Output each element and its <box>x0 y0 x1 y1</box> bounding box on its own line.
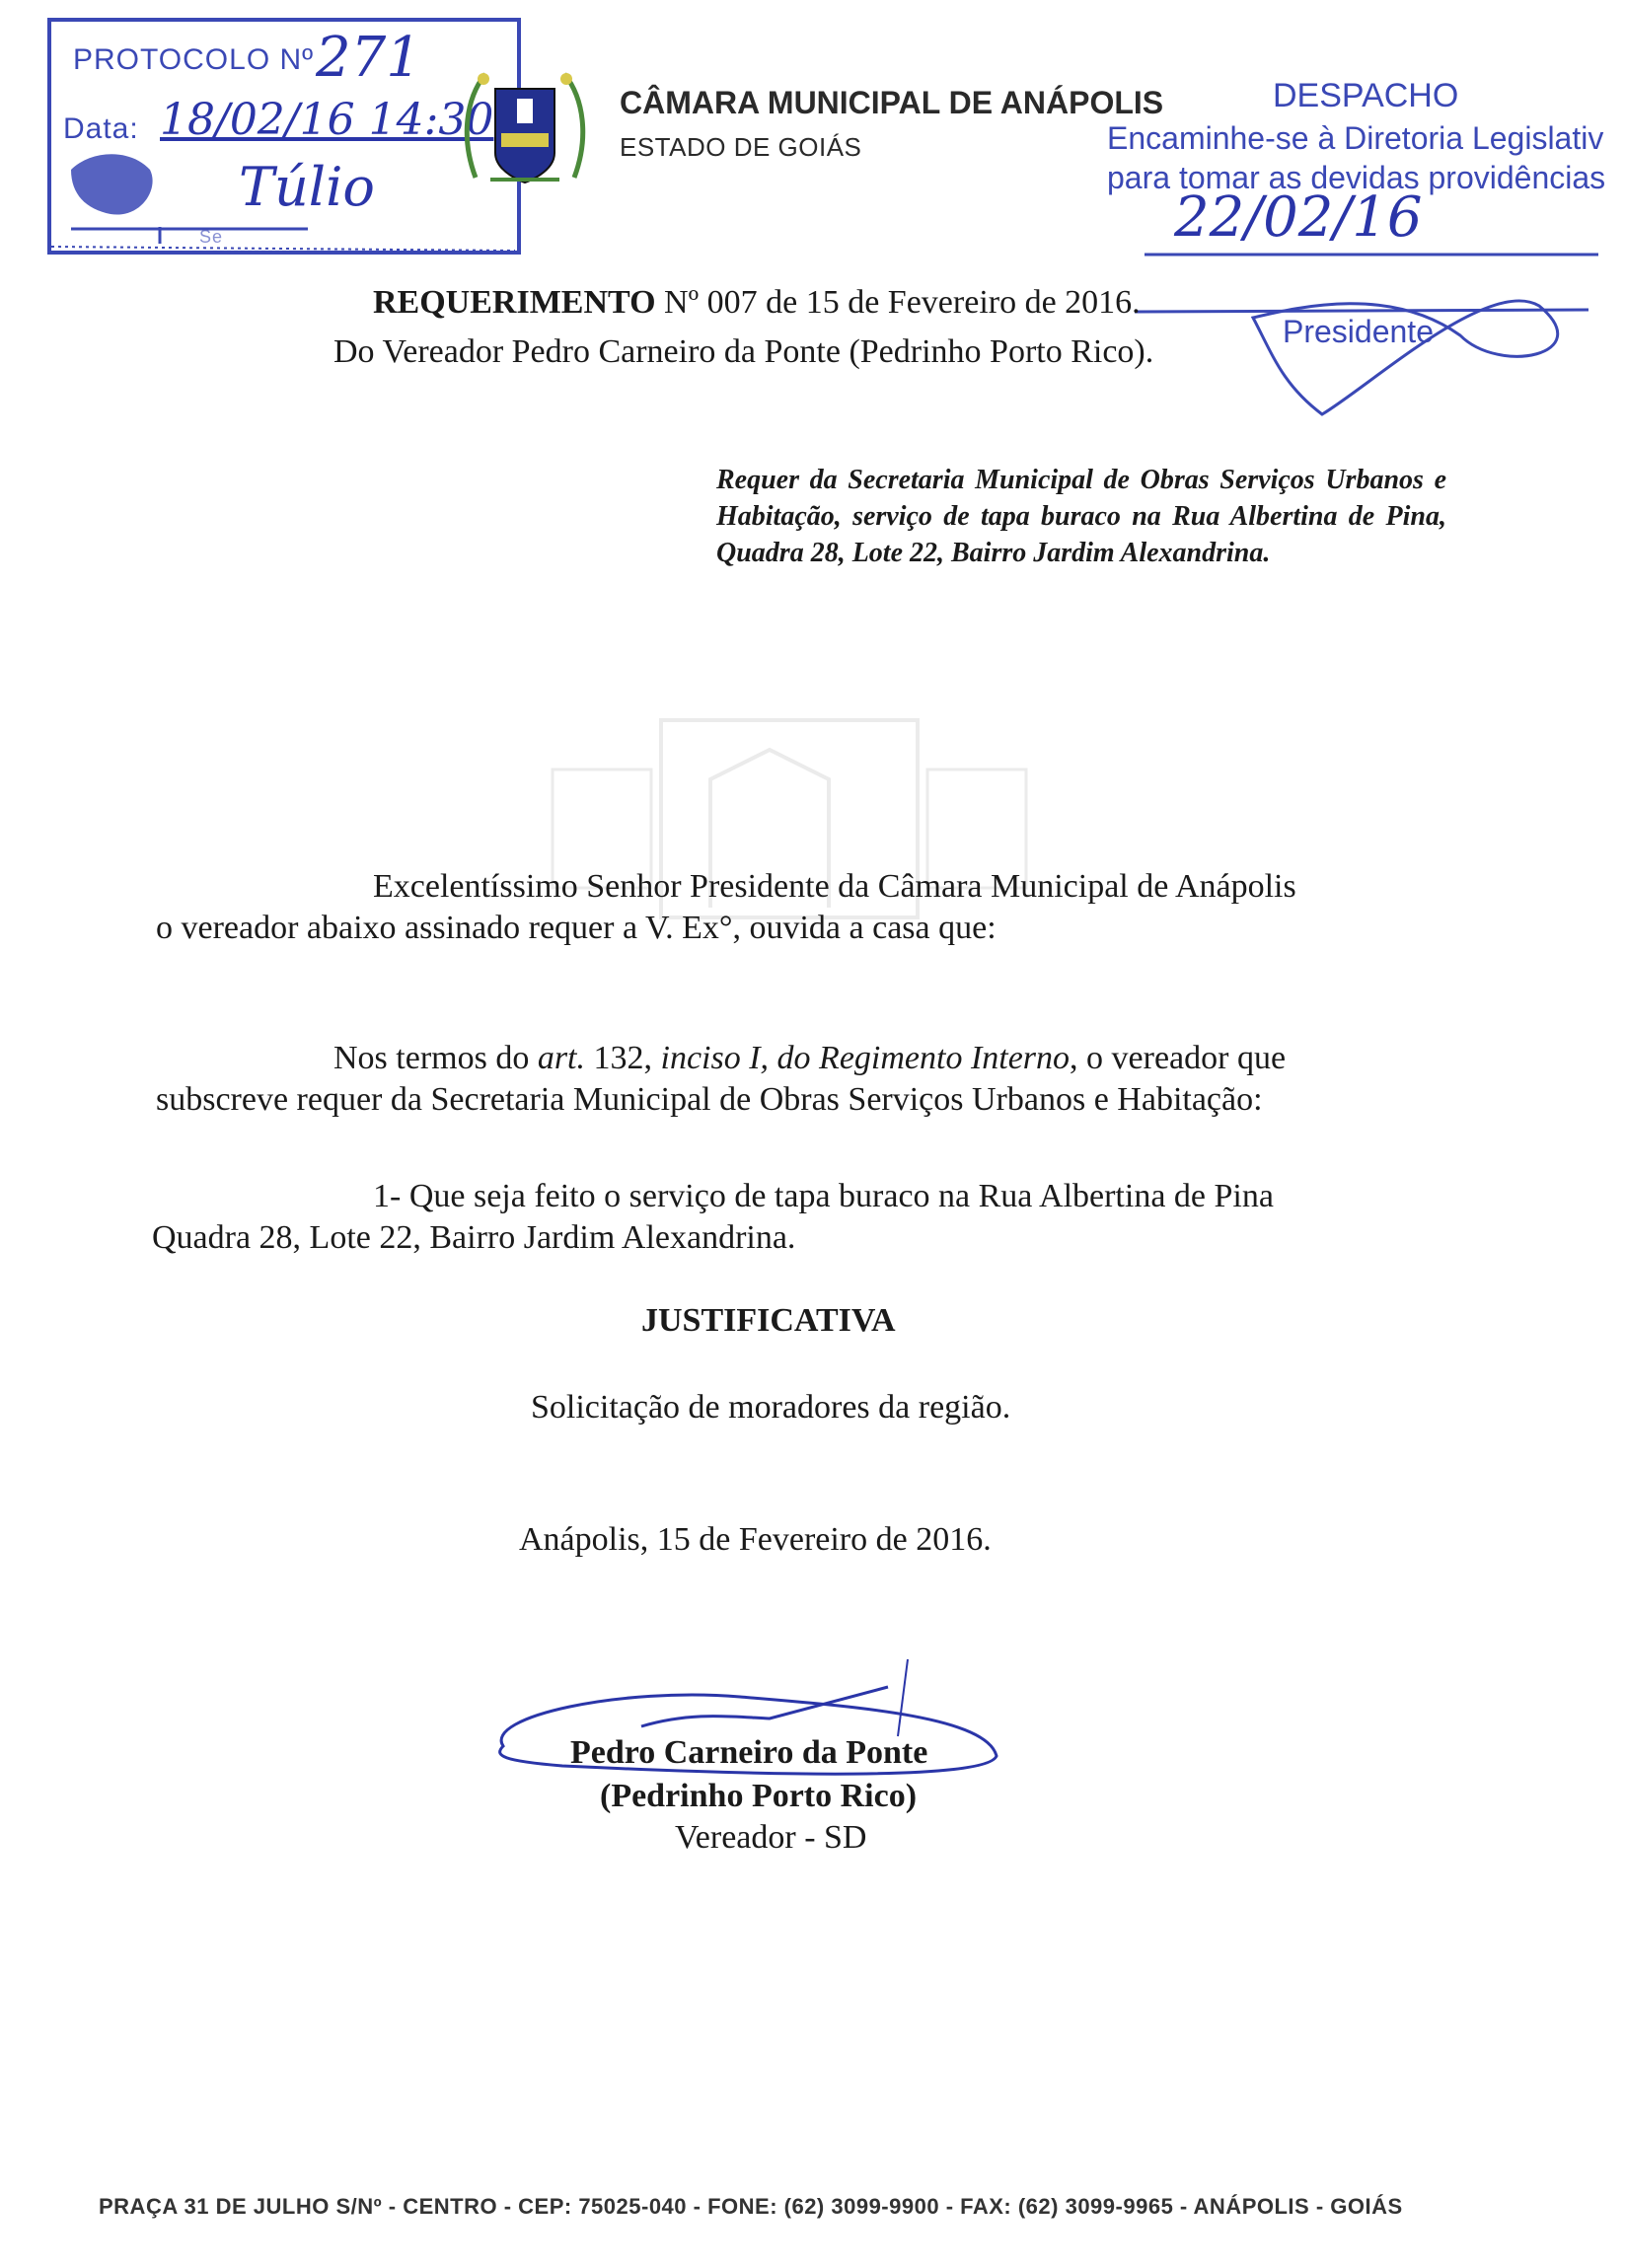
despacho-title: DESPACHO <box>1273 77 1459 114</box>
p2-inciso: inciso I, do Regimento Interno <box>660 1040 1071 1076</box>
place-date: Anápolis, 15 de Fevereiro de 2016. <box>519 1521 992 1558</box>
signer-nickname: (Pedrinho Porto Rico) <box>600 1778 918 1814</box>
requerimento-heading <box>373 284 1141 322</box>
protocolo-label: PROTOCOLO Nº <box>73 43 315 76</box>
signer-role: Vereador - SD <box>675 1819 867 1856</box>
requerimento-label: REQUERIMENTO <box>373 284 656 321</box>
justificativa-text: Solicitação de moradores da região. <box>531 1389 1011 1426</box>
header-subtitle: ESTADO DE GOIÁS <box>620 132 862 162</box>
justificativa-title: JUSTIFICATIVA <box>641 1302 896 1339</box>
despacho-line1: Encaminhe-se à Diretoria Legislativ <box>1107 120 1604 156</box>
salutation-line2: o vereador abaixo assinado requer a V. Ex°, ouvida a casa que: <box>156 910 997 946</box>
item1-line2: Quadra 28, Lote 22, Bairro Jardim Alexandrina. <box>152 1219 796 1256</box>
signer-name: Pedro Carneiro da Ponte <box>570 1734 928 1771</box>
p2-suffix: , o vereador que <box>1070 1040 1287 1076</box>
requerimento-number: Nº 007 de 15 de Fevereiro de 2016. <box>655 284 1141 321</box>
data-label: Data: <box>63 112 139 145</box>
data-value: 18/02/16 14:30 <box>160 95 494 145</box>
salutation-line1: Excelentíssimo Senhor Presidente da Câmara Municipal de Anápolis <box>373 868 1296 905</box>
requerimento-author: Do Vereador Pedro Carneiro da Ponte (Pedrinho Porto Rico). <box>333 333 1154 370</box>
footer-address: PRAÇA 31 DE JULHO S/Nº - CENTRO - CEP: 75025-040 - FONE: (62) 3099-9900 - FAX: (62) 3099-9965 - ANÁPOLIS - GOIÁS <box>99 2194 1403 2219</box>
protocolo-signature: Túlio <box>239 156 375 218</box>
p2-prefix: Nos termos do <box>333 1040 538 1076</box>
despacho-role: Presidente <box>1283 314 1434 349</box>
despacho-line2: para tomar as devidas providências <box>1107 160 1606 195</box>
protocolo-stamp <box>47 18 521 255</box>
item1-line1: 1- Que seja feito o serviço de tapa buraco na Rua Albertina de Pina <box>373 1178 1274 1214</box>
p2-mid: 132, <box>585 1040 661 1076</box>
protocolo-number: 271 <box>316 26 421 90</box>
protocolo-footer-label: Se <box>199 227 224 247</box>
ementa: Requer da Secretaria Municipal de Obras Serviços Urbanos e Habitação, serviço de tapa buraco na Rua Albertina de Pina, Quadra 28, Lote 22, Bairro Jardim Alexandrina. <box>716 465 1446 568</box>
paragraph-regimento-line2: subscreve requer da Secretaria Municipal de Obras Serviços Urbanos e Habitação: <box>156 1081 1263 1118</box>
despacho-date: 22/02/16 <box>1174 185 1423 250</box>
protocolo-stamp-ink <box>51 22 525 258</box>
header-title: CÂMARA MUNICIPAL DE ANÁPOLIS <box>620 85 1164 120</box>
p2-art: art. <box>537 1040 586 1076</box>
coat-of-arms-icon <box>456 59 594 197</box>
paragraph-regimento <box>333 1038 1286 1079</box>
